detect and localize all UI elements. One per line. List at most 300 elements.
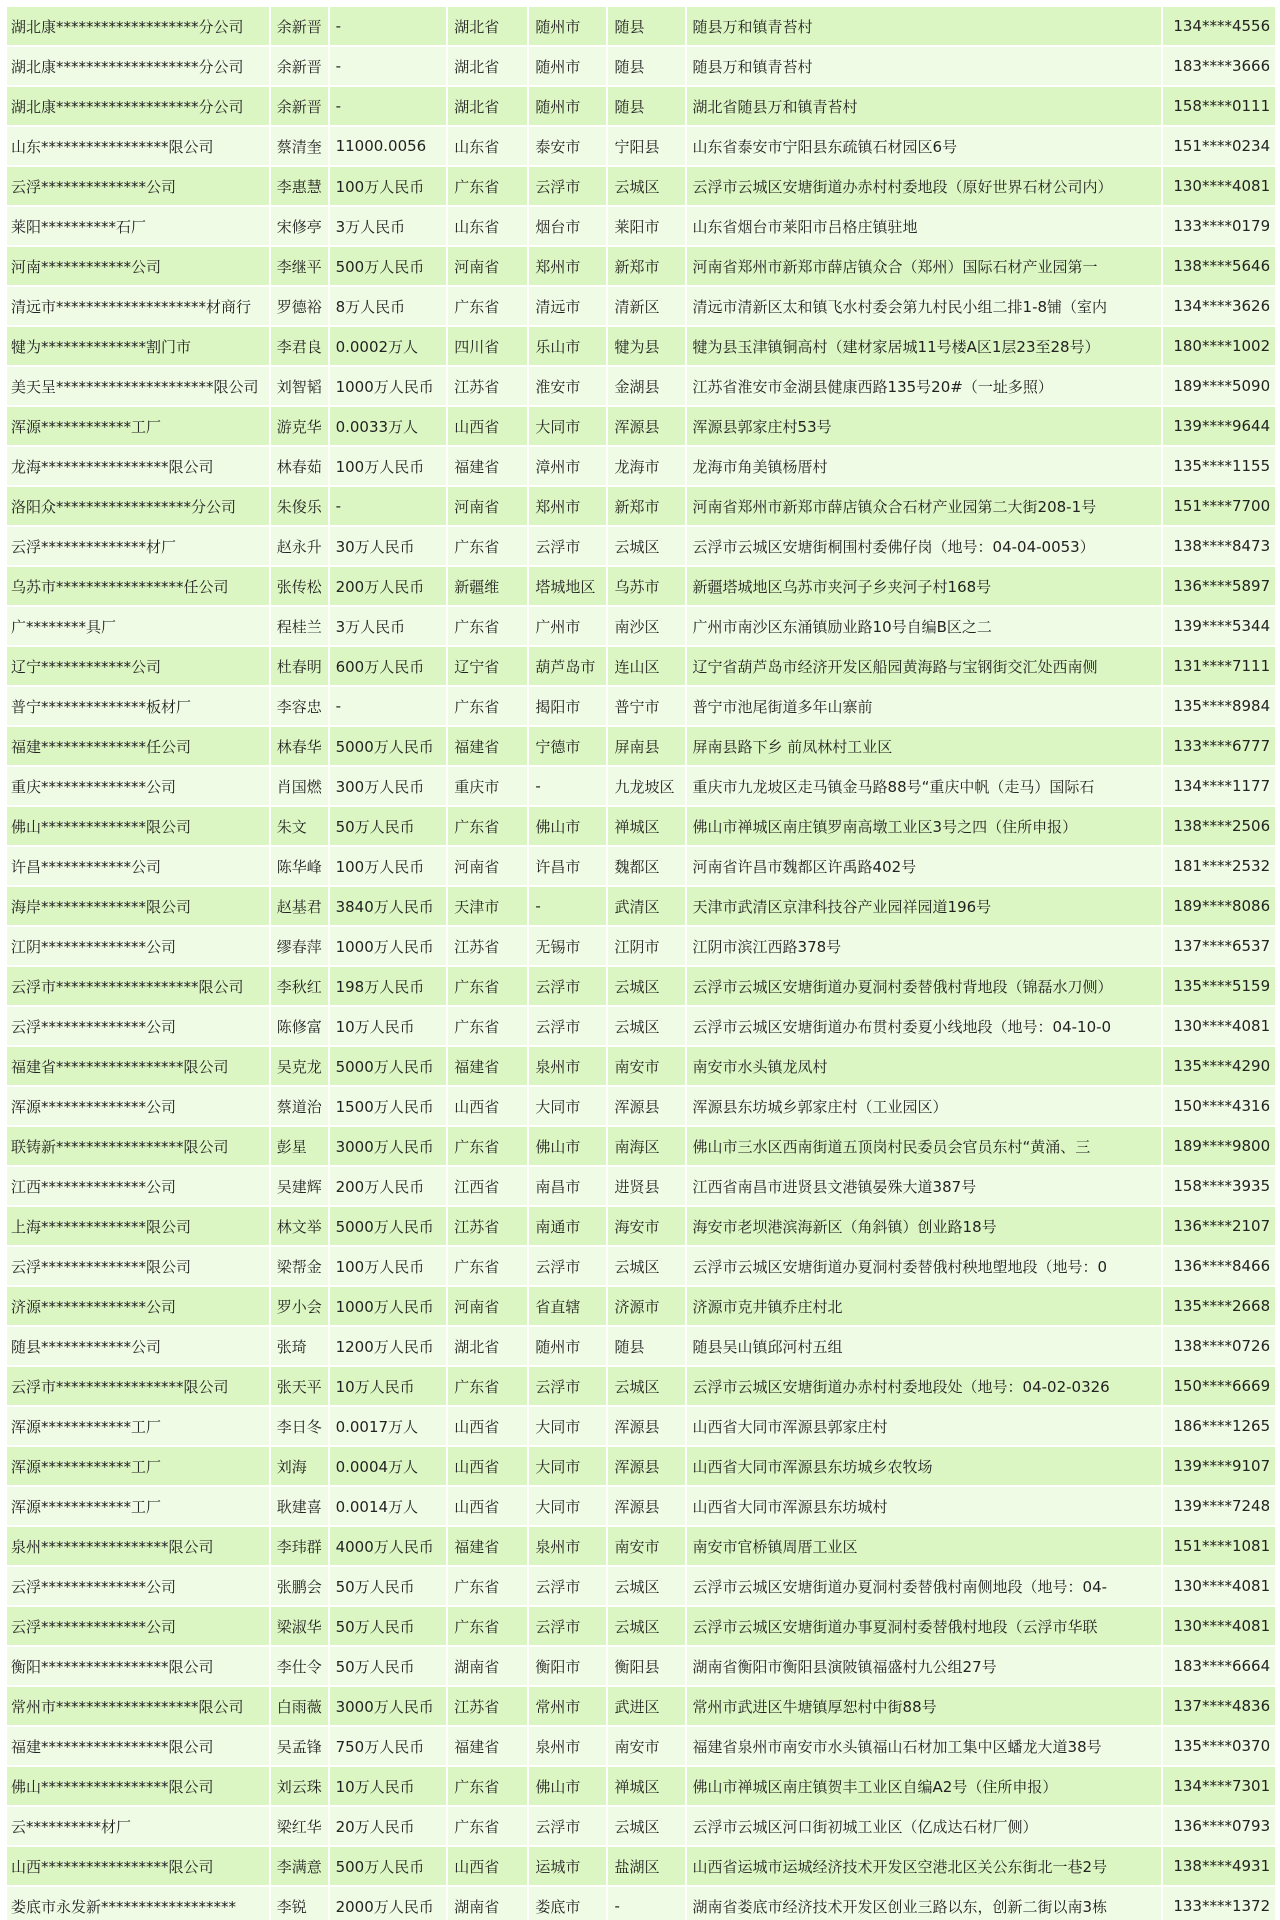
company-cell: 云浮**************公司 [7, 167, 269, 205]
province-cell: 辽宁省 [448, 647, 527, 685]
company-cell: 衡阳*****************限公司 [7, 1647, 269, 1685]
province-cell: 江苏省 [448, 927, 527, 965]
city-cell: 乐山市 [529, 327, 606, 365]
address-cell: 云浮市云城区安塘街道办夏洞村委替俄村背地段（锦磊水刀侧） [687, 967, 1162, 1005]
table-row [7, 1607, 1275, 1645]
company-cell: 云**********材厂 [7, 1807, 269, 1845]
phone-cell: 130****4081 [1163, 1567, 1275, 1605]
contact-cell: 梁帮金 [271, 1247, 328, 1285]
address-cell: 天津市武清区京津科技谷产业园祥园道196号 [687, 887, 1162, 925]
capital-cell: 8万人民币 [330, 287, 447, 325]
province-cell: 广东省 [448, 1247, 527, 1285]
address-cell: 佛山市禅城区南庄镇罗南高墩工业区3号之四（住所申报） [687, 807, 1162, 845]
phone-cell: 134****7301 [1163, 1767, 1275, 1805]
contact-cell: 李玮群 [271, 1527, 328, 1565]
table-row [7, 1487, 1275, 1525]
table-row [7, 1007, 1275, 1045]
phone-cell: 131****7111 [1163, 647, 1275, 685]
capital-cell: 30万人民币 [330, 527, 447, 565]
company-cell: 清远市********************材商行 [7, 287, 269, 325]
address-cell: 云浮市云城区安塘街道办夏洞村委替俄村南侧地段（地号：04- [687, 1567, 1162, 1605]
district-cell: 宁阳县 [608, 127, 684, 165]
capital-cell: 100万人民币 [330, 1247, 447, 1285]
contact-cell: 肖国燃 [271, 767, 328, 805]
capital-cell: 50万人民币 [330, 1647, 447, 1685]
city-cell: 南昌市 [529, 1167, 606, 1205]
province-cell: 广东省 [448, 1567, 527, 1605]
contact-cell: 林春华 [271, 727, 328, 765]
company-cell: 浑源************工厂 [7, 1487, 269, 1525]
district-cell: 随县 [608, 47, 684, 85]
city-cell: 南通市 [529, 1207, 606, 1245]
city-cell: 大同市 [529, 407, 606, 445]
contact-cell: 蔡道治 [271, 1087, 328, 1125]
address-cell: 海安市老坝港滨海新区（角斜镇）创业路18号 [687, 1207, 1162, 1245]
contact-cell: 刘海 [271, 1447, 328, 1485]
company-cell: 浑源************工厂 [7, 1407, 269, 1445]
table-row [7, 127, 1275, 165]
province-cell: 江苏省 [448, 1207, 527, 1245]
address-cell: 随县吴山镇邱河村五组 [687, 1327, 1162, 1365]
district-cell: 云城区 [608, 1367, 684, 1405]
phone-cell: 130****4081 [1163, 1607, 1275, 1645]
district-cell: 普宁市 [608, 687, 684, 725]
district-cell: 莱阳市 [608, 207, 684, 245]
capital-cell: 0.0014万人 [330, 1487, 447, 1525]
phone-cell: 137****4836 [1163, 1687, 1275, 1725]
capital-cell: 600万人民币 [330, 647, 447, 685]
district-cell: 武清区 [608, 887, 684, 925]
province-cell: 广东省 [448, 1367, 527, 1405]
district-cell: 新郑市 [608, 247, 684, 285]
table-row [7, 1127, 1275, 1165]
city-cell: - [529, 767, 606, 805]
address-cell: 辽宁省葫芦岛市经济开发区船园黄海路与宝钢街交汇处西南侧 [687, 647, 1162, 685]
contact-cell: 程桂兰 [271, 607, 328, 645]
company-cell: 莱阳**********石厂 [7, 207, 269, 245]
company-cell: 福建**************任公司 [7, 727, 269, 765]
capital-cell: 100万人民币 [330, 847, 447, 885]
province-cell: 广东省 [448, 1127, 527, 1165]
contact-cell: 刘云珠 [271, 1767, 328, 1805]
phone-cell: 134****4556 [1163, 7, 1275, 45]
address-cell: 常州市武进区牛塘镇厚恕村中街88号 [687, 1687, 1162, 1725]
city-cell: 葫芦岛市 [529, 647, 606, 685]
province-cell: 河南省 [448, 1287, 527, 1325]
company-cell: 浑源************工厂 [7, 407, 269, 445]
table-row [7, 287, 1275, 325]
company-cell: 联铸新*****************限公司 [7, 1127, 269, 1165]
address-cell: 屏南县路下乡 前凤林村工业区 [687, 727, 1162, 765]
contact-cell: 陈修富 [271, 1007, 328, 1045]
district-cell: 南安市 [608, 1527, 684, 1565]
company-cell: 山西*****************限公司 [7, 1847, 269, 1885]
district-cell: 乌苏市 [608, 567, 684, 605]
company-cell: 云浮市*****************限公司 [7, 1367, 269, 1405]
contact-cell: 赵永升 [271, 527, 328, 565]
district-cell: 浑源县 [608, 1087, 684, 1125]
province-cell: 天津市 [448, 887, 527, 925]
contact-cell: 游克华 [271, 407, 328, 445]
table-row [7, 647, 1275, 685]
table-row [7, 1287, 1275, 1325]
city-cell: 佛山市 [529, 1127, 606, 1165]
city-cell: 佛山市 [529, 1767, 606, 1805]
city-cell: 泉州市 [529, 1727, 606, 1765]
table-row [7, 1687, 1275, 1725]
contact-cell: 林春茹 [271, 447, 328, 485]
capital-cell: 50万人民币 [330, 807, 447, 845]
capital-cell: - [330, 87, 447, 125]
city-cell: 云浮市 [529, 1607, 606, 1645]
address-cell: 浑源县郭家庄村53号 [687, 407, 1162, 445]
district-cell: 浑源县 [608, 1407, 684, 1445]
district-cell: 云城区 [608, 1007, 684, 1045]
company-cell: 湖北康*******************分公司 [7, 87, 269, 125]
company-cell: 随县************公司 [7, 1327, 269, 1365]
table-row [7, 1367, 1275, 1405]
company-cell: 江西**************公司 [7, 1167, 269, 1205]
address-cell: 新疆塔城地区乌苏市夹河子乡夹河子村168号 [687, 567, 1162, 605]
district-cell: 云城区 [608, 167, 684, 205]
capital-cell: 200万人民币 [330, 567, 447, 605]
district-cell: 进贤县 [608, 1167, 684, 1205]
contact-cell: 李继平 [271, 247, 328, 285]
table-row [7, 807, 1275, 845]
phone-cell: 136****0793 [1163, 1807, 1275, 1845]
phone-cell: 189****9800 [1163, 1127, 1275, 1165]
phone-cell: 135****1155 [1163, 447, 1275, 485]
district-cell: 连山区 [608, 647, 684, 685]
company-cell: 海岸**************限公司 [7, 887, 269, 925]
company-cell: 美天呈*********************限公司 [7, 367, 269, 405]
contact-cell: 朱俊乐 [271, 487, 328, 525]
table-row [7, 727, 1275, 765]
phone-cell: 130****4081 [1163, 167, 1275, 205]
address-cell: 湖南省衡阳市衡阳县演陂镇福盛村九公组27号 [687, 1647, 1162, 1685]
contact-cell: 余新晋 [271, 7, 328, 45]
capital-cell: 10万人民币 [330, 1007, 447, 1045]
capital-cell: 100万人民币 [330, 447, 447, 485]
province-cell: 山西省 [448, 1487, 527, 1525]
contact-cell: 李秋红 [271, 967, 328, 1005]
company-cell: 云浮**************公司 [7, 1007, 269, 1045]
company-cell: 上海**************限公司 [7, 1207, 269, 1245]
city-cell: 云浮市 [529, 1367, 606, 1405]
phone-cell: 189****5090 [1163, 367, 1275, 405]
company-table [5, 5, 1277, 1920]
capital-cell: 0.0017万人 [330, 1407, 447, 1445]
phone-cell: 136****5897 [1163, 567, 1275, 605]
phone-cell: 135****8984 [1163, 687, 1275, 725]
table-row [7, 1087, 1275, 1125]
address-cell: 随县万和镇青苔村 [687, 47, 1162, 85]
capital-cell: 50万人民币 [330, 1567, 447, 1605]
contact-cell: 余新晋 [271, 87, 328, 125]
province-cell: 湖北省 [448, 1327, 527, 1365]
city-cell: 许昌市 [529, 847, 606, 885]
contact-cell: 赵基君 [271, 887, 328, 925]
capital-cell: - [330, 47, 447, 85]
phone-cell: 134****3626 [1163, 287, 1275, 325]
capital-cell: 300万人民币 [330, 767, 447, 805]
table-row [7, 1847, 1275, 1885]
city-cell: 清远市 [529, 287, 606, 325]
phone-cell: 137****6537 [1163, 927, 1275, 965]
province-cell: 广东省 [448, 1007, 527, 1045]
address-cell: 犍为县玉津镇铜高村（建材家居城11号楼A区1层23至28号） [687, 327, 1162, 365]
phone-cell: 135****4290 [1163, 1047, 1275, 1085]
address-cell: 河南省许昌市魏都区许禹路402号 [687, 847, 1162, 885]
address-cell: 河南省郑州市新郑市薛店镇众合石材产业园第二大街208-1号 [687, 487, 1162, 525]
province-cell: 山西省 [448, 1087, 527, 1125]
city-cell: 无锡市 [529, 927, 606, 965]
contact-cell: 白雨薇 [271, 1687, 328, 1725]
capital-cell: 1000万人民币 [330, 927, 447, 965]
district-cell: 浑源县 [608, 1447, 684, 1485]
company-cell: 广********具厂 [7, 607, 269, 645]
district-cell: 南沙区 [608, 607, 684, 645]
phone-cell: 183****3666 [1163, 47, 1275, 85]
company-cell: 佛山**************限公司 [7, 807, 269, 845]
phone-cell: 139****9644 [1163, 407, 1275, 445]
city-cell: 云浮市 [529, 1247, 606, 1285]
city-cell: 郑州市 [529, 487, 606, 525]
district-cell: 新郑市 [608, 487, 684, 525]
province-cell: 福建省 [448, 1527, 527, 1565]
district-cell: 云城区 [608, 1567, 684, 1605]
city-cell: 衡阳市 [529, 1647, 606, 1685]
province-cell: 河南省 [448, 847, 527, 885]
city-cell: 大同市 [529, 1447, 606, 1485]
province-cell: 广东省 [448, 607, 527, 645]
city-cell: - [529, 887, 606, 925]
phone-cell: 136****2107 [1163, 1207, 1275, 1245]
capital-cell: 198万人民币 [330, 967, 447, 1005]
phone-cell: 158****0111 [1163, 87, 1275, 125]
table-row [7, 767, 1275, 805]
company-cell: 乌苏市*****************任公司 [7, 567, 269, 605]
address-cell: 山东省烟台市莱阳市吕格庄镇驻地 [687, 207, 1162, 245]
company-cell: 云浮**************公司 [7, 1607, 269, 1645]
address-cell: 重庆市九龙坡区走马镇金马路88号“重庆中帆（走马）国际石 [687, 767, 1162, 805]
table-row [7, 687, 1275, 725]
address-cell: 湖北省随县万和镇青苔村 [687, 87, 1162, 125]
capital-cell: 0.0033万人 [330, 407, 447, 445]
province-cell: 山西省 [448, 1847, 527, 1885]
phone-cell: 180****1002 [1163, 327, 1275, 365]
city-cell: 泉州市 [529, 1527, 606, 1565]
capital-cell: 3万人民币 [330, 607, 447, 645]
phone-cell: 183****6664 [1163, 1647, 1275, 1685]
contact-cell: 张天平 [271, 1367, 328, 1405]
company-cell: 云浮**************限公司 [7, 1247, 269, 1285]
capital-cell: 10万人民币 [330, 1367, 447, 1405]
contact-cell: 张传松 [271, 567, 328, 605]
address-cell: 江西省南昌市进贤县文港镇晏殊大道387号 [687, 1167, 1162, 1205]
district-cell: 南安市 [608, 1047, 684, 1085]
table-row [7, 1887, 1275, 1920]
capital-cell: 20万人民币 [330, 1807, 447, 1845]
table-row [7, 447, 1275, 485]
province-cell: 山西省 [448, 1447, 527, 1485]
district-cell: 盐湖区 [608, 1847, 684, 1885]
company-cell: 泉州*****************限公司 [7, 1527, 269, 1565]
company-cell: 洛阳众******************分公司 [7, 487, 269, 525]
capital-cell: 1200万人民币 [330, 1327, 447, 1365]
contact-cell: 罗德裕 [271, 287, 328, 325]
city-cell: 揭阳市 [529, 687, 606, 725]
address-cell: 云浮市云城区河口街初城工业区（亿成达石材厂侧） [687, 1807, 1162, 1845]
contact-cell: 李锐 [271, 1887, 328, 1920]
phone-cell: 136****8466 [1163, 1247, 1275, 1285]
province-cell: 湖北省 [448, 7, 527, 45]
phone-cell: 134****1177 [1163, 767, 1275, 805]
table-row [7, 207, 1275, 245]
table-row [7, 1167, 1275, 1205]
contact-cell: 吴克龙 [271, 1047, 328, 1085]
company-cell: 浑源**************公司 [7, 1087, 269, 1125]
company-cell: 辽宁************公司 [7, 647, 269, 685]
table-row [7, 87, 1275, 125]
phone-cell: 139****9107 [1163, 1447, 1275, 1485]
district-cell: 浑源县 [608, 407, 684, 445]
city-cell: 云浮市 [529, 1807, 606, 1845]
contact-cell: 朱文 [271, 807, 328, 845]
company-cell: 犍为**************割门市 [7, 327, 269, 365]
address-cell: 云浮市云城区安塘街道办布贯村委夏小线地段（地号：04-10-0 [687, 1007, 1162, 1045]
capital-cell: - [330, 7, 447, 45]
address-cell: 云浮市云城区安塘街桐围村委佛仔岗（地号：04-04-0053） [687, 527, 1162, 565]
address-cell: 南安市官桥镇周厝工业区 [687, 1527, 1162, 1565]
district-cell: 南安市 [608, 1727, 684, 1765]
address-cell: 江苏省淮安市金湖县健康西路135号20#（一址多照） [687, 367, 1162, 405]
phone-cell: 150****4316 [1163, 1087, 1275, 1125]
company-cell: 佛山*****************限公司 [7, 1767, 269, 1805]
district-cell: 南海区 [608, 1127, 684, 1165]
phone-cell: 133****0179 [1163, 207, 1275, 245]
table-row [7, 487, 1275, 525]
table-row [7, 1767, 1275, 1805]
city-cell: 大同市 [529, 1087, 606, 1125]
address-cell: 广州市南沙区东涌镇励业路10号自编B区之二 [687, 607, 1162, 645]
contact-cell: 耿建喜 [271, 1487, 328, 1525]
district-cell: 济源市 [608, 1287, 684, 1325]
district-cell: 随县 [608, 7, 684, 45]
district-cell: 九龙坡区 [608, 767, 684, 805]
contact-cell: 刘智韬 [271, 367, 328, 405]
capital-cell: 3000万人民币 [330, 1687, 447, 1725]
district-cell: 金湖县 [608, 367, 684, 405]
address-cell: 山东省泰安市宁阳县东疏镇石材园区6号 [687, 127, 1162, 165]
table-row [7, 967, 1275, 1005]
city-cell: 省直辖 [529, 1287, 606, 1325]
phone-cell: 158****3935 [1163, 1167, 1275, 1205]
phone-cell: 130****4081 [1163, 1007, 1275, 1045]
city-cell: 云浮市 [529, 967, 606, 1005]
province-cell: 广东省 [448, 807, 527, 845]
address-cell: 江阴市滨江西路378号 [687, 927, 1162, 965]
city-cell: 随州市 [529, 1327, 606, 1365]
city-cell: 泉州市 [529, 1047, 606, 1085]
province-cell: 福建省 [448, 1727, 527, 1765]
address-cell: 云浮市云城区安塘街道办夏洞村委替俄村秧地塱地段（地号：0 [687, 1247, 1162, 1285]
company-cell: 云浮**************材厂 [7, 527, 269, 565]
address-cell: 山西省大同市浑源县郭家庄村 [687, 1407, 1162, 1445]
phone-cell: 133****6777 [1163, 727, 1275, 765]
district-cell: - [608, 1887, 684, 1920]
company-cell: 娄底市永发新****************** [7, 1887, 269, 1920]
capital-cell: 500万人民币 [330, 1847, 447, 1885]
table-row [7, 1327, 1275, 1365]
city-cell: 广州市 [529, 607, 606, 645]
table-row [7, 47, 1275, 85]
table-row [7, 167, 1275, 205]
table-row [7, 367, 1275, 405]
capital-cell: 0.0004万人 [330, 1447, 447, 1485]
district-cell: 海安市 [608, 1207, 684, 1245]
capital-cell: 1000万人民币 [330, 1287, 447, 1325]
province-cell: 福建省 [448, 727, 527, 765]
phone-cell: 138****8473 [1163, 527, 1275, 565]
contact-cell: 杜春明 [271, 647, 328, 685]
capital-cell: 0.0002万人 [330, 327, 447, 365]
contact-cell: 陈华峰 [271, 847, 328, 885]
table-row [7, 1247, 1275, 1285]
city-cell: 佛山市 [529, 807, 606, 845]
address-cell: 佛山市三水区西南街道五顶岗村民委员会官员东村“黄涌、三 [687, 1127, 1162, 1165]
phone-cell: 151****0234 [1163, 127, 1275, 165]
address-cell: 山西省大同市浑源县东坊城村 [687, 1487, 1162, 1525]
capital-cell: 1500万人民币 [330, 1087, 447, 1125]
city-cell: 烟台市 [529, 207, 606, 245]
company-cell: 济源**************公司 [7, 1287, 269, 1325]
city-cell: 云浮市 [529, 1567, 606, 1605]
company-cell: 龙海*****************限公司 [7, 447, 269, 485]
city-cell: 运城市 [529, 1847, 606, 1885]
contact-cell: 李仕令 [271, 1647, 328, 1685]
capital-cell: 50万人民币 [330, 1607, 447, 1645]
phone-cell: 186****1265 [1163, 1407, 1275, 1445]
contact-cell: 张鹏会 [271, 1567, 328, 1605]
capital-cell: 3000万人民币 [330, 1127, 447, 1165]
contact-cell: 宋修亭 [271, 207, 328, 245]
address-cell: 浑源县东坊城乡郭家庄村（工业园区） [687, 1087, 1162, 1125]
address-cell: 南安市水头镇龙凤村 [687, 1047, 1162, 1085]
city-cell: 娄底市 [529, 1887, 606, 1920]
phone-cell: 151****7700 [1163, 487, 1275, 525]
company-cell: 湖北康*******************分公司 [7, 7, 269, 45]
company-cell: 浑源************工厂 [7, 1447, 269, 1485]
company-cell: 福建*****************限公司 [7, 1727, 269, 1765]
city-cell: 郑州市 [529, 247, 606, 285]
capital-cell: - [330, 487, 447, 525]
city-cell: 大同市 [529, 1407, 606, 1445]
company-cell: 河南************公司 [7, 247, 269, 285]
capital-cell: - [330, 687, 447, 725]
phone-cell: 133****1372 [1163, 1887, 1275, 1920]
province-cell: 广东省 [448, 1807, 527, 1845]
province-cell: 广东省 [448, 687, 527, 725]
contact-cell: 梁红华 [271, 1807, 328, 1845]
company-cell: 江阴**************公司 [7, 927, 269, 965]
province-cell: 山西省 [448, 407, 527, 445]
district-cell: 云城区 [608, 967, 684, 1005]
contact-cell: 彭星 [271, 1127, 328, 1165]
capital-cell: 100万人民币 [330, 167, 447, 205]
contact-cell: 张琦 [271, 1327, 328, 1365]
city-cell: 淮安市 [529, 367, 606, 405]
